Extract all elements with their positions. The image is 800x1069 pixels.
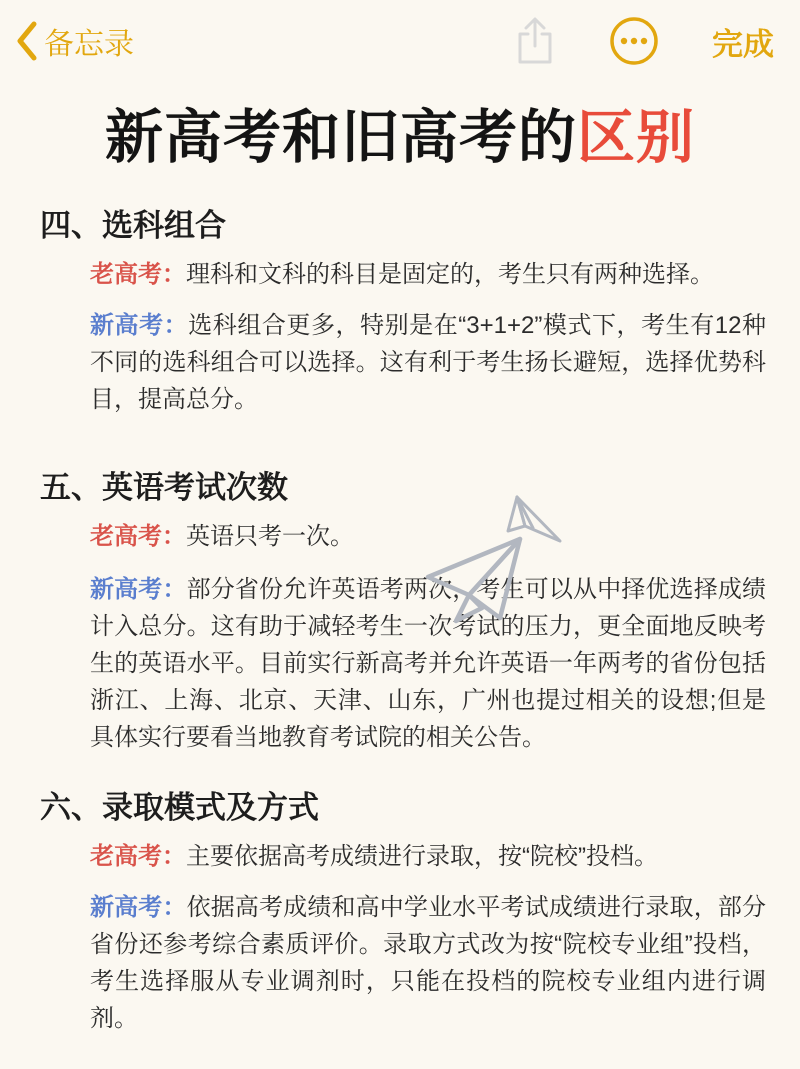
- share-icon: [514, 16, 556, 66]
- section-admission-mode: [0, 788, 800, 1037]
- old-gaokao-text: 英语只考一次。: [186, 523, 354, 550]
- new-gaokao-paragraph: [90, 571, 766, 756]
- new-gaokao-label: 新高考：: [90, 894, 187, 921]
- note-title-main: 新高考和旧高考的: [104, 105, 577, 170]
- new-gaokao-paragraph: [90, 307, 766, 418]
- old-gaokao-label: 老高考：: [90, 523, 186, 550]
- note-title: [0, 96, 800, 180]
- old-gaokao-paragraph: [90, 256, 766, 293]
- new-gaokao-paragraph: [90, 889, 766, 1037]
- chevron-left-icon: [14, 20, 38, 62]
- share-button[interactable]: [514, 16, 556, 66]
- ellipsis-circle-icon: [608, 15, 660, 67]
- section-english-exam-times: [0, 468, 800, 756]
- new-gaokao-text: 依据高考成绩和高中学业水平考试成绩进行录取，部分省份还参考综合素质评价。录取方式改为按“院校专业组”投档，考生选择服从专业调剂时，只能在投档的院校专业组内进行调剂。: [90, 894, 766, 1032]
- section-subject-combination: [0, 206, 800, 418]
- new-gaokao-text: 选科组合更多，特别是在“3+1+2”模式下，考生有12种不同的选科组合可以选择。这有利于考生扬长避短，选择优势科目，提高总分。: [90, 312, 766, 413]
- nav-bar: [0, 0, 800, 82]
- section-heading: 四、选科组合: [40, 208, 226, 243]
- section-heading: 六、录取模式及方式: [40, 790, 319, 825]
- note-content[interactable]: [0, 96, 800, 1037]
- old-gaokao-paragraph: [90, 518, 766, 555]
- note-title-highlight: 区别: [577, 105, 696, 170]
- old-gaokao-text: 主要依据高考成绩进行录取，按“院校”投档。: [186, 843, 658, 870]
- old-gaokao-label: 老高考：: [90, 261, 186, 288]
- old-gaokao-label: 老高考：: [90, 843, 186, 870]
- back-button-label: 备忘录: [44, 28, 134, 61]
- new-gaokao-label: 新高考：: [90, 312, 189, 339]
- new-gaokao-text: 部分省份允许英语考两次，考生可以从中择优选择成绩计入总分。这有助于减轻考生一次考试的压力，更全面地反映考生的英语水平。目前实行新高考并允许英语一年两考的省份包括浙江、上海、北京、天津、山东，广州也提过相关的设想;但是具体实行要看当地教育考试院的相关公告。: [90, 576, 766, 751]
- old-gaokao-paragraph: [90, 838, 766, 875]
- done-button[interactable]: 完成: [712, 19, 774, 64]
- back-button[interactable]: [14, 19, 134, 63]
- more-options-button[interactable]: [608, 15, 660, 67]
- section-heading: 五、英语考试次数: [40, 470, 288, 505]
- old-gaokao-text: 理科和文科的科目是固定的，考生只有两种选择。: [186, 261, 714, 288]
- new-gaokao-label: 新高考：: [90, 576, 187, 603]
